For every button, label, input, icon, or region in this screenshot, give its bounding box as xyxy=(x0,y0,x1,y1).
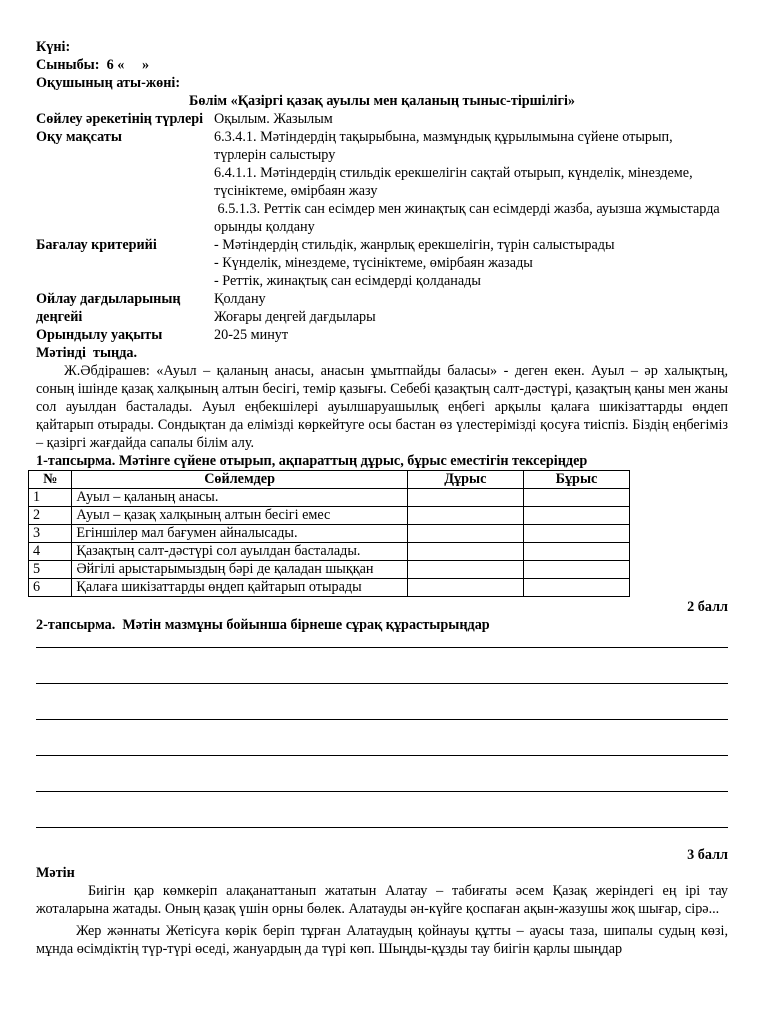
task2-heading: 2-тапсырма. Мәтін мазмұны бойынша бірнеше сұрақ құрастырыңдар xyxy=(36,617,490,633)
info-value-line: 6.3.4.1. Мәтіндердің тақырыбына, мазмұндық құрылымына сүйене отырып, түрлерін салыстыру xyxy=(214,129,673,163)
true-cell[interactable] xyxy=(407,561,523,579)
info-block xyxy=(36,110,728,344)
info-label: Оқу мақсаты xyxy=(36,129,122,145)
task2-score: 3 балл xyxy=(687,847,728,863)
true-cell[interactable] xyxy=(407,525,523,543)
text-paragraph-2: Жер жәннаты Жетісуға көрік беріп тұрған Алатаудың қойнауы құтты – ауасы таза, шипалы судың көзі, мұнда өсімдіктің түр-түрі өседі, жануардың да түрі көп. Шыңды-құзды тау биігін қарлы шыңдар xyxy=(36,923,728,957)
true-cell[interactable] xyxy=(407,543,523,561)
answer-line[interactable] xyxy=(36,648,728,684)
false-cell[interactable] xyxy=(523,507,629,525)
text-heading: Мәтін xyxy=(36,865,75,881)
class-label: Сыныбы: 6 « » xyxy=(36,57,150,73)
row-sentence: Қалаға шикізаттарды өңдеп қайтарып отырады xyxy=(72,579,407,597)
table-header-row xyxy=(29,471,630,489)
col-sentences: Сөйлемдер xyxy=(72,471,407,489)
info-value-line: 6.4.1.1. Мәтіндердің стильдік ерекшелігін сақтай отырып, күнделік, мінездеме, түсініктеме, өмірбаян жазу xyxy=(214,165,693,199)
info-value xyxy=(214,290,728,326)
info-label: Ойлау дағдыларының деңгейі xyxy=(36,291,181,325)
answer-line[interactable] xyxy=(36,634,728,648)
info-value-line: 20-25 минут xyxy=(214,327,289,343)
false-cell[interactable] xyxy=(523,543,629,561)
info-row-criteria xyxy=(36,236,728,290)
info-label: Бағалау критерийі xyxy=(36,237,157,253)
row-number: 6 xyxy=(29,579,72,597)
false-cell[interactable] xyxy=(523,525,629,543)
row-number: 1 xyxy=(29,489,72,507)
info-value xyxy=(214,128,728,236)
section-title: Бөлім «Қазіргі қазақ ауылы мен қаланың тыныс-тіршілігі» xyxy=(189,93,575,109)
table-row xyxy=(29,543,630,561)
false-cell[interactable] xyxy=(523,489,629,507)
true-cell[interactable] xyxy=(407,489,523,507)
answer-line[interactable] xyxy=(36,684,728,720)
table-row xyxy=(29,507,630,525)
row-sentence: Әйгілі арыстарымыздың бәрі де қаладан шыққан xyxy=(72,561,407,579)
row-sentence: Қазақтың салт-дәстүрі сол ауылдан басталады. xyxy=(72,543,407,561)
answer-lines[interactable] xyxy=(36,634,728,828)
task1-score: 2 балл xyxy=(687,599,728,615)
table-row xyxy=(29,489,630,507)
true-cell[interactable] xyxy=(407,507,523,525)
listen-text: Ж.Әбдірашев: «Ауыл – қаланың анасы, анасын ұмытпайды баласы» - деген екен. Ауыл – әр халықтың, соның ішінде қазақ халқының алтын бесігі, темір қазығы. Себебі қазақтың салт-дәстүрі, қазақтың қаны мен жаны сол ауылдан басталады. Ауыл еңбекшілері ауылшаруашылық еңбегі арқылы қалаға шикізаттарды өңдеп қайтарып отырады. Сондықтан да елімізді көркейтуге осы бастан өз үлестерімізді қосуға тиіспіз. Біздің еңбегіміз – қазіргі жағдайда сапалы білім алу. xyxy=(36,363,728,451)
col-true: Дұрыс xyxy=(407,471,523,489)
col-number: № xyxy=(29,471,72,489)
info-value-line: - Реттік, жинақтық сан есімдерді қолданады xyxy=(214,273,481,289)
date-label: Күні: xyxy=(36,39,71,55)
info-value-line: Қолдану xyxy=(214,291,266,307)
info-value-line: 6.5.1.3. Реттік сан есімдер мен жинақтық сан есімдерді жазба, ауызша жұмыстарда орынды қолдану xyxy=(214,201,724,235)
info-value-line: - Мәтіндердің стильдік, жанрлық ерекшелігін, түрін салыстырады xyxy=(214,237,615,253)
info-value-line: Жоғары деңгей дағдылары xyxy=(214,309,376,325)
info-row-speech-types xyxy=(36,110,728,128)
info-value-line: Оқылым. Жазылым xyxy=(214,111,333,127)
row-sentence: Ауыл – қазақ халқының алтын бесігі емес xyxy=(72,507,407,525)
info-value-line: - Күнделік, мінездеме, түсініктеме, өмірбаян жазады xyxy=(214,255,533,271)
info-label: Сөйлеу әрекетінің түрлері xyxy=(36,111,204,127)
student-name-label: Оқушының аты-жөні: xyxy=(36,75,181,91)
table-row xyxy=(29,561,630,579)
row-number: 4 xyxy=(29,543,72,561)
row-number: 3 xyxy=(29,525,72,543)
col-false: Бұрыс xyxy=(523,471,629,489)
info-row-time xyxy=(36,326,728,344)
row-sentence: Ауыл – қаланың анасы. xyxy=(72,489,407,507)
task1-table xyxy=(28,470,630,597)
info-row-thinking-level xyxy=(36,290,728,326)
table-row xyxy=(29,579,630,597)
answer-line[interactable] xyxy=(36,720,728,756)
row-number: 2 xyxy=(29,507,72,525)
answer-line[interactable] xyxy=(36,792,728,828)
info-value xyxy=(214,326,728,344)
text-paragraph-1: Биігін қар көмкеріп алақанаттанып жататын Алатау – табиғаты әсем Қазақ жеріндегі ең ірі тау жоталарына жатады. Оның қазақ үшін орны бөлек. Алатауды ән-күйге қоспаған ақын-жазушы жоқ шығар, сірә... xyxy=(36,883,728,917)
info-label: Орындылу уақыты xyxy=(36,327,163,343)
row-number: 5 xyxy=(29,561,72,579)
true-cell[interactable] xyxy=(407,579,523,597)
table-row xyxy=(29,525,630,543)
info-row-learning-goals xyxy=(36,128,728,236)
row-sentence: Егіншілер мал бағумен айналысады. xyxy=(72,525,407,543)
false-cell[interactable] xyxy=(523,561,629,579)
answer-line[interactable] xyxy=(36,756,728,792)
info-value xyxy=(214,110,728,128)
false-cell[interactable] xyxy=(523,579,629,597)
info-value xyxy=(214,236,728,290)
listen-heading: Мәтінді тыңда. xyxy=(36,345,138,361)
task1-heading: 1-тапсырма. Мәтінге сүйене отырып, ақпараттың дұрыс, бұрыс еместігін тексеріңдер xyxy=(36,453,588,469)
